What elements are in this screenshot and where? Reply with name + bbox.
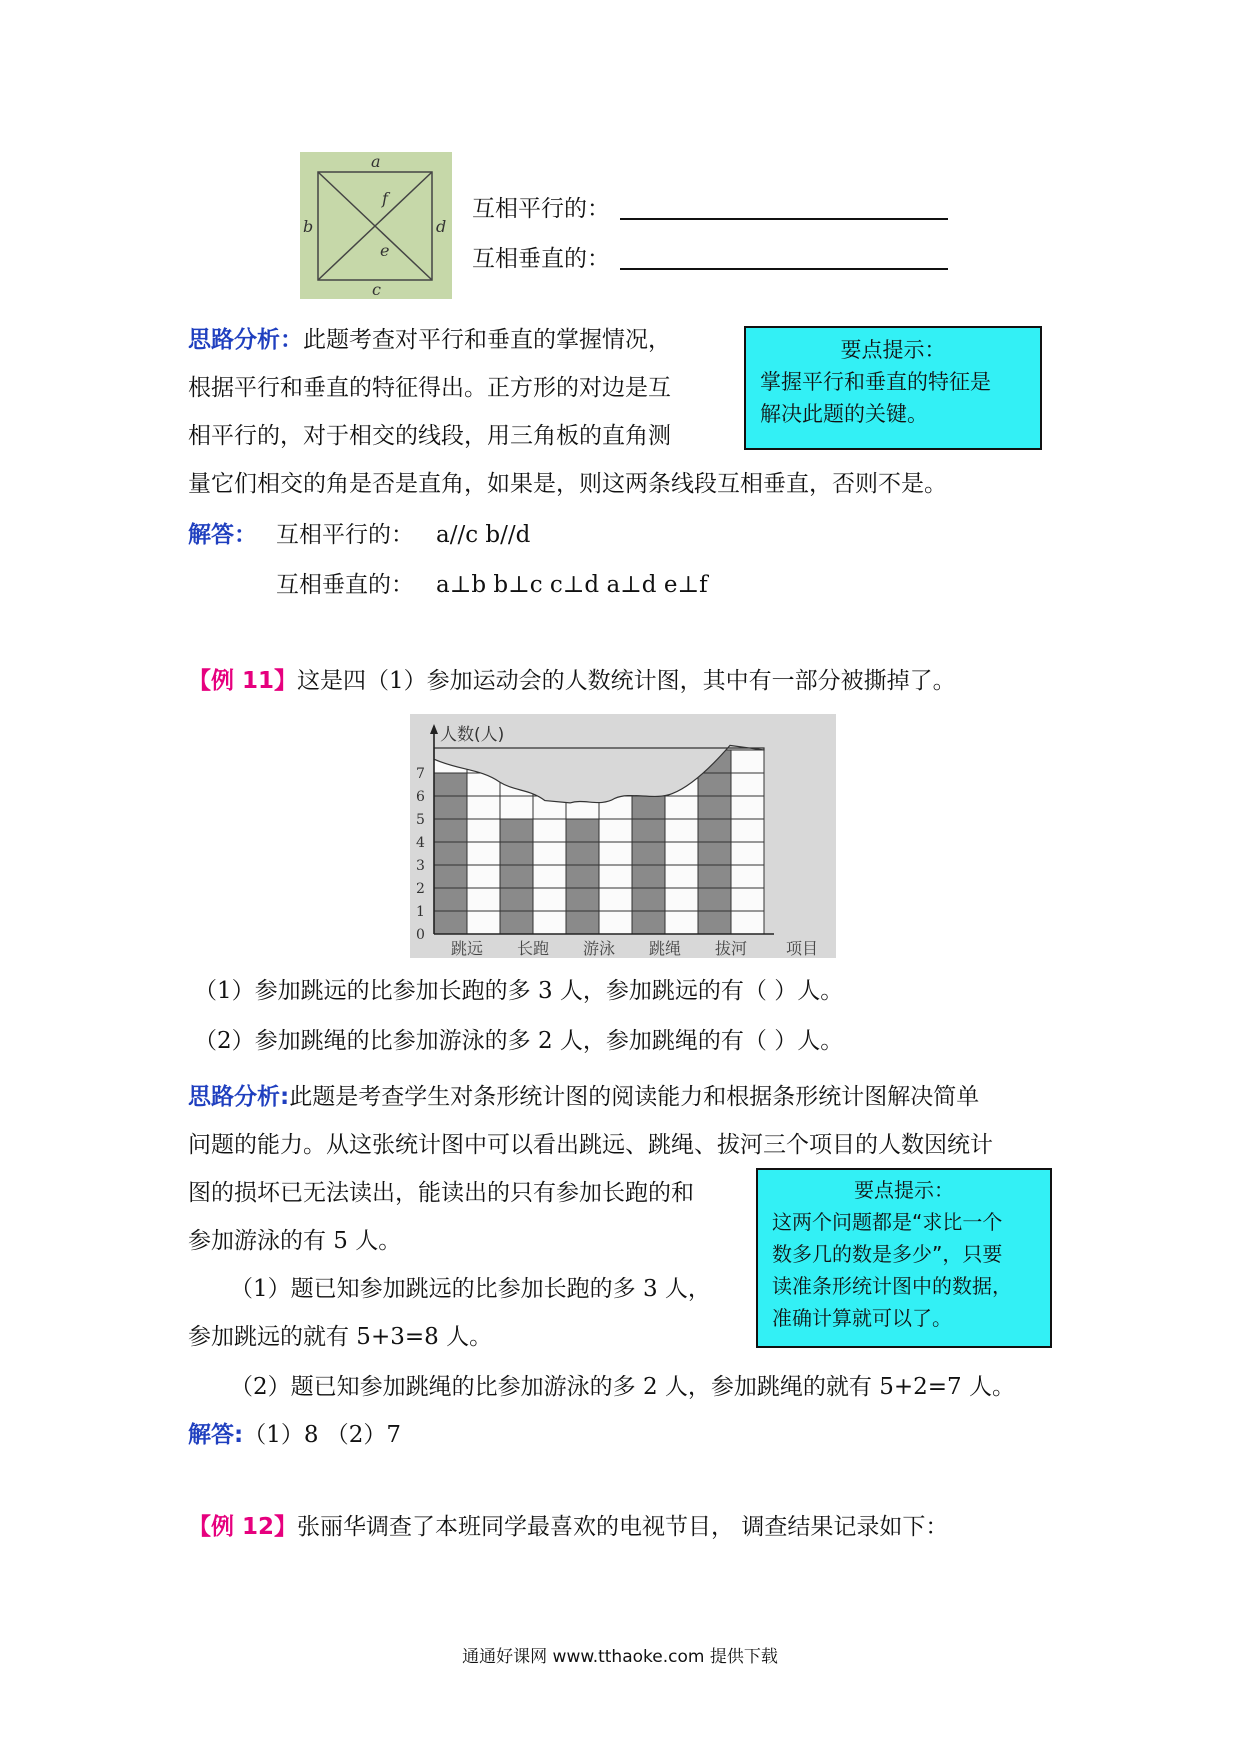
ex11-answer-title: 解答: — [188, 1422, 244, 1448]
y-tick-6: 6 — [416, 789, 425, 805]
y-tick-2: 2 — [416, 881, 425, 897]
x-axis-label: 项目 — [785, 939, 819, 958]
parallel-fill-label: 互相平行的： — [472, 196, 610, 222]
label-e: e — [380, 241, 390, 260]
bar-2 — [500, 819, 533, 934]
ex11-analysis-line-2: 问题的能力。从这张统计图中可以看出跳远、跳绳、拔河三个项目的人数因统计 — [188, 1132, 993, 1158]
label-b: b — [303, 217, 314, 236]
ex11-question — [188, 668, 956, 694]
ex12-question-text: 张丽华调查了本班同学最喜欢的电视节目， 调查结果记录如下： — [297, 1514, 949, 1540]
ex11-tip-title: 要点提示： — [854, 1178, 954, 1202]
label-d: d — [436, 217, 447, 236]
ex10-analysis-line-1: 此题考查对平行和垂直的掌握情况， — [303, 327, 671, 353]
ex10-answer-perp-value: a⊥b b⊥c c⊥d a⊥d e⊥f — [436, 572, 708, 598]
y-tick-5: 5 — [416, 812, 425, 828]
ex10-answer-title: 解答： — [188, 522, 257, 548]
y-tick-3: 3 — [416, 858, 425, 874]
ex10-analysis-line-3: 相平行的，对于相交的线段，用三角板的直角测 — [188, 423, 671, 449]
y-tick-0: 0 — [416, 927, 425, 943]
ex11-tip-line-2: 数多几的数是多少”，只要 — [772, 1242, 1003, 1266]
ex11-question-text: 这是四（1）参加运动会的人数统计图，其中有一部分被撕掉了。 — [297, 668, 956, 694]
ex11-analysis-title: 思路分析: — [188, 1084, 290, 1110]
ex10-tip-line-2: 解决此题的关键。 — [760, 402, 928, 426]
ex10-analysis-line-4: 量它们相交的角是否是直角，如果是，则这两条线段互相垂直，否则不是。 — [188, 471, 947, 497]
x-tick-2: 长跑 — [516, 939, 550, 958]
y-tick-1: 1 — [416, 904, 425, 920]
label-c: c — [372, 280, 381, 299]
ex11-tip-line-1: 这两个问题都是“求比一个 — [772, 1210, 1003, 1234]
x-tick-5: 拔河 — [714, 939, 748, 958]
x-tick-4: 跳绳 — [648, 939, 682, 958]
ex11-tip-line-3: 读准条形统计图中的数据， — [772, 1274, 1012, 1298]
square-figure — [300, 152, 452, 299]
ex10-analysis-line-2: 根据平行和垂直的特征得出。正方形的对边是互 — [188, 375, 671, 401]
ex11-q1: （1）参加跳远的比参加长跑的多 3 人，参加跳远的有（ ）人。 — [194, 978, 844, 1004]
ex11-step2: （2）题已知参加跳绳的比参加游泳的多 2 人，参加跳绳的就有 5+2=7 人。 — [230, 1374, 1015, 1400]
label-f: f — [382, 189, 388, 208]
ex11-answer — [188, 1422, 401, 1448]
ex10-tip-title: 要点提示： — [840, 338, 946, 362]
ex11-answer-value: （1）8 （2）7 — [243, 1422, 402, 1448]
y-axis-label: 人数(人) — [440, 725, 505, 745]
ex10-answer-parallel-value: a//c b//d — [436, 522, 531, 548]
ex10-analysis-title: 思路分析： — [188, 327, 303, 353]
bar-3 — [566, 819, 599, 934]
ex11-analysis-line-4: 参加游泳的有 5 人。 — [188, 1228, 402, 1254]
ex12-question — [188, 1514, 948, 1540]
ex11-q2: （2）参加跳绳的比参加游泳的多 2 人，参加跳绳的有（ ）人。 — [194, 1028, 844, 1054]
ex11-tag: 【例 11】 — [188, 668, 298, 694]
y-tick-4: 4 — [416, 835, 425, 851]
bar-1 — [434, 773, 467, 934]
ex11-analysis-line-3: 图的损坏已无法读出，能读出的只有参加长跑的和 — [188, 1180, 694, 1206]
ex11-analysis-first — [188, 1084, 979, 1110]
ex11-step1-line-1: （1）题已知参加跳远的比参加长跑的多 3 人， — [230, 1276, 711, 1302]
x-tick-3: 游泳 — [582, 939, 616, 958]
ex11-analysis-line-1: 此题是考查学生对条形统计图的阅读能力和根据条形统计图解决简单 — [289, 1084, 980, 1110]
ex11-step1-line-2: 参加跳远的就有 5+3=8 人。 — [188, 1324, 493, 1350]
label-a: a — [371, 152, 381, 171]
ex10-answer-parallel-label: 互相平行的： — [276, 522, 414, 548]
x-tick-1: 跳远 — [450, 939, 484, 958]
ex11-tip-box — [756, 1168, 1052, 1348]
ex10-answer-perp-label: 互相垂直的： — [276, 572, 414, 598]
perpendicular-fill-label: 互相垂直的： — [472, 246, 610, 272]
parallel-blank[interactable] — [620, 218, 948, 220]
bar-chart — [410, 714, 836, 958]
perpendicular-blank[interactable] — [620, 268, 948, 270]
ex10-tip-line-1: 掌握平行和垂直的特征是 — [760, 370, 991, 394]
ex11-tip-line-4: 准确计算就可以了。 — [772, 1306, 952, 1330]
y-tick-7: 7 — [416, 766, 425, 782]
ex12-tag: 【例 12】 — [188, 1514, 298, 1540]
page-footer: 通通好课网 www.tthaoke.com 提供下载 — [462, 1647, 778, 1667]
ex10-tip-box — [744, 326, 1042, 450]
